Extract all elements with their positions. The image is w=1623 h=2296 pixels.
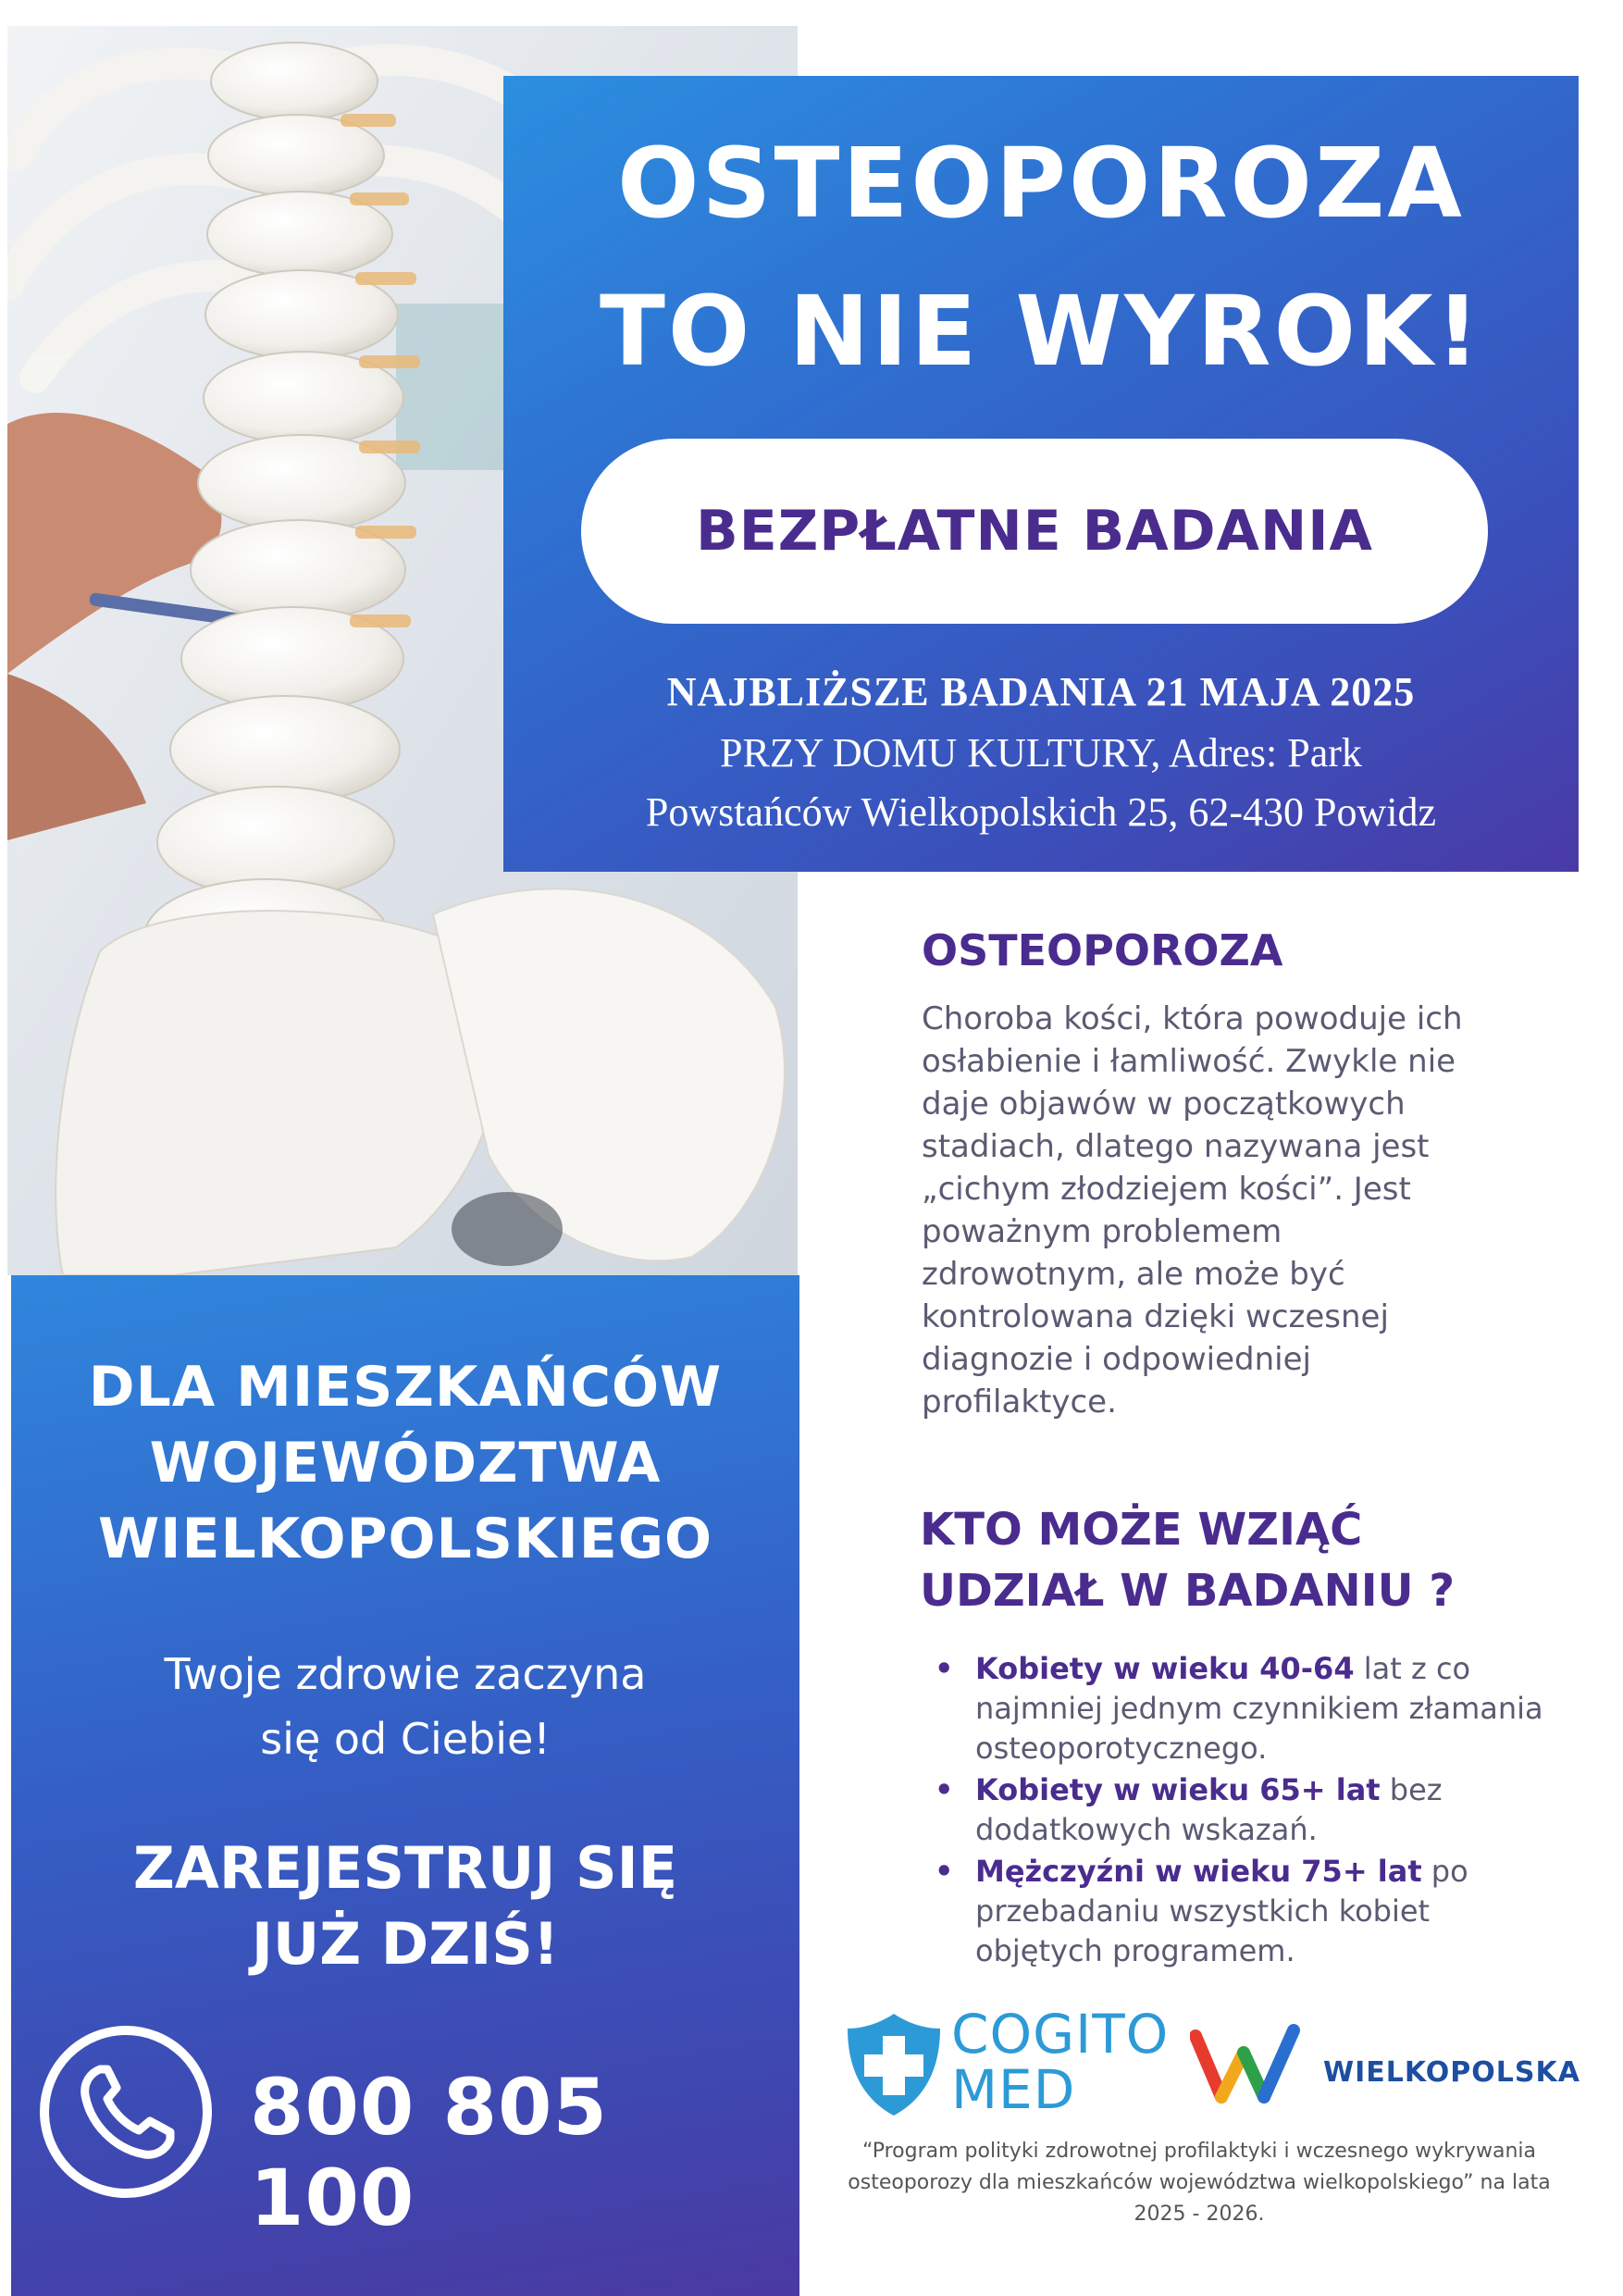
eligibility-heading-line-1: KTO MOŻE WZIĄĆ <box>920 1504 1363 1556</box>
venue-line-1: PRZY DOMU KULTURY, Adres: Park <box>720 730 1362 776</box>
free-tests-pill <box>581 439 1488 624</box>
wielkopolska-text: WIELKOPOLSKA <box>1323 2056 1580 2089</box>
eligibility-heading <box>920 1499 1521 1621</box>
main-title-line-2: TO NIE WYROK! <box>599 275 1483 388</box>
list-item <box>935 1649 1545 1769</box>
residents-heading-line-2: WOJEWÓDZTWA <box>149 1431 662 1496</box>
wielkopolska-w-logo <box>1190 2017 1301 2110</box>
list-item <box>935 1852 1545 1971</box>
cogito-text: COGITO <box>951 2003 1170 2066</box>
next-tests-date: NAJBLIŻSZE BADANIA 21 MAJA 2025 <box>666 669 1416 714</box>
program-footnote: “Program polityki zdrowotnej profilaktyki i wczesnego wykrywania osteoporozy dla mieszkańców województwa wielkopolskiego” na lata 2025 - 2026. <box>848 2140 1551 2226</box>
register-cta-line-1: ZAREJESTRUJ SIĘ <box>132 1834 678 1902</box>
phone-number[interactable]: 800 805 100 <box>250 2062 608 2243</box>
description-text: Choroba kości, która powoduje ich osłabienie i łamliwość. Zwykle nie daje objawów w początkowych stadiach, dlatego nazywana jest „cichym złodziejem kości”. Jest poważnym problemem zdrowotnym, ale może być kontrolowana dzięki wczesnej diagnozie i odpowiedniej profilaktyce. <box>922 1000 1463 1421</box>
title-banner <box>503 76 1579 872</box>
main-title-line-1: OSTEOPOROZA <box>617 127 1465 240</box>
bullet-icon: • <box>935 1651 954 1686</box>
residents-heading-line-3: WIELKOPOLSKIEGO <box>97 1507 712 1571</box>
slogan-line-1: Twoje zdrowie zaczyna <box>164 1649 647 1699</box>
eligibility-item-bold: Kobiety w wieku 65+ lat <box>975 1772 1381 1807</box>
venue-line-2: Powstańców Wielkopolskich 25, 62-430 Powidz <box>645 789 1437 835</box>
med-text: MED <box>951 2058 1076 2121</box>
eligibility-item-bold: Kobiety w wieku 40-64 <box>975 1651 1355 1686</box>
registration-panel <box>11 1275 799 2296</box>
slogan-line-2: się od Ciebie! <box>260 1714 551 1764</box>
medical-cross-shield-icon <box>838 2008 949 2119</box>
eligibility-heading-line-2: UDZIAŁ W BADANIU ? <box>920 1565 1456 1617</box>
eligibility-item-text: lat z co najmniej jednym czynnikiem złamania osteoporotycznego. <box>975 1651 1543 1766</box>
eligibility-item-text: bez dodatkowych wskazań. <box>975 1772 1443 1847</box>
register-cta-line-2: JUŻ DZIŚ! <box>251 1910 560 1978</box>
eligibility-item-bold: Mężczyźni w wieku 75+ lat <box>975 1854 1422 1889</box>
list-item <box>935 1770 1545 1850</box>
eligibility-item-text: po przebadaniu wszystkich kobiet objętych programem. <box>975 1854 1468 1968</box>
residents-heading-line-1: DLA MIESZKAŃCÓW <box>88 1355 723 1420</box>
free-tests-label: BEZPŁATNE BADANIA <box>696 499 1373 564</box>
bullet-icon: • <box>935 1772 954 1807</box>
bullet-icon: • <box>935 1854 954 1889</box>
phone-icon <box>35 2021 217 2203</box>
eligibility-list <box>935 1649 1545 1973</box>
description-heading: OSTEOPOROZA <box>922 925 1283 975</box>
